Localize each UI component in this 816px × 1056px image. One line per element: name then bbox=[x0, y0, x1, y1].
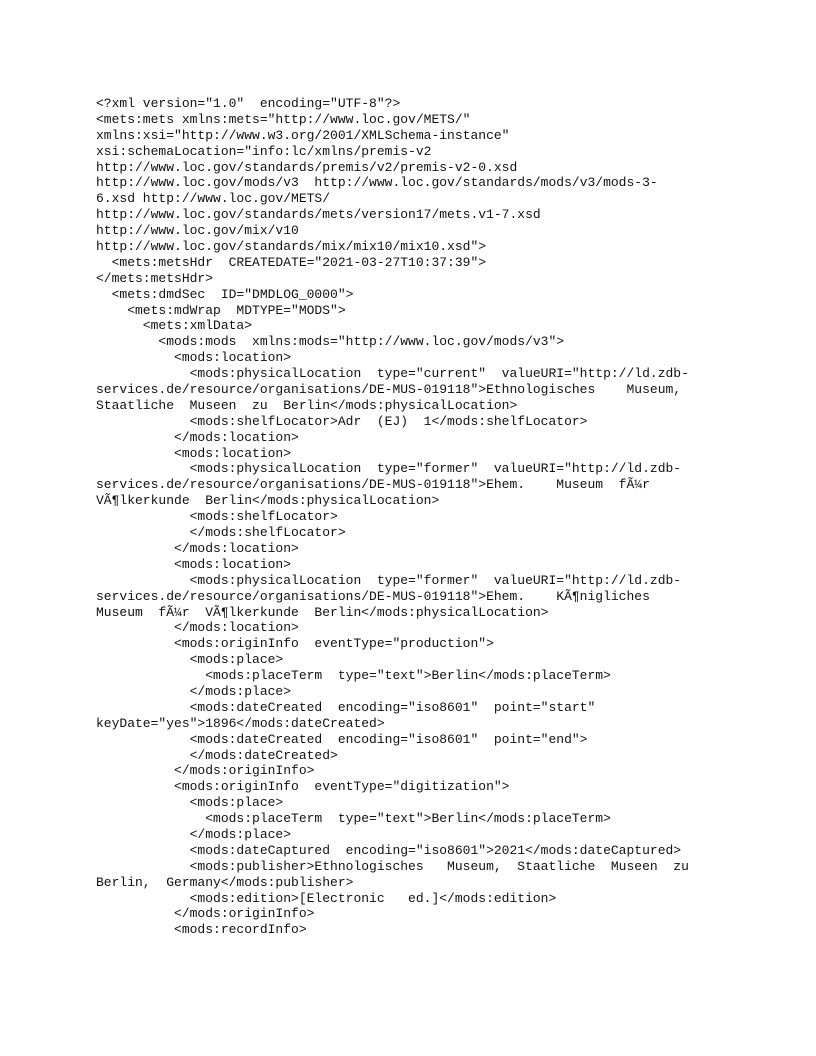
code-line: <mods:physicalLocation type="current" valueURI="http://ld.zdb- bbox=[96, 366, 689, 382]
code-line: </mods:place> bbox=[96, 826, 292, 842]
code-line: </mods:originInfo> bbox=[96, 906, 315, 922]
code-line: </mods:shelfLocator> bbox=[96, 525, 346, 541]
code-line: <mods:dateCreated encoding="iso8601" point="end"> bbox=[96, 731, 588, 747]
code-line: <mods:location> bbox=[96, 445, 292, 461]
code-line: <?xml version="1.0" encoding="UTF-8"?> bbox=[96, 96, 401, 111]
code-line: </mods:location> bbox=[96, 540, 299, 556]
code-line: http://www.loc.gov/mods/v3 http://www.loc.gov/standards/mods/v3/mods-3- bbox=[96, 175, 658, 191]
code-line: 6.xsd http://www.loc.gov/METS/ bbox=[96, 191, 331, 207]
code-line: xmlns:xsi="http://www.w3.org/2001/XMLSchema-instance" bbox=[96, 127, 510, 143]
code-line: Staatliche Museen zu Berlin</mods:physicalLocation> bbox=[96, 397, 518, 413]
code-line: <mods:dateCaptured encoding="iso8601">2021</mods:dateCaptured> bbox=[96, 842, 682, 858]
code-line: <mods:originInfo eventType="production"> bbox=[96, 636, 494, 652]
code-line: services.de/resource/organisations/DE-MUS-019118">Ehem. KÃ¶nigliches bbox=[96, 588, 650, 604]
code-line: </mets:metsHdr> bbox=[96, 270, 214, 286]
code-line: </mods:originInfo> bbox=[96, 763, 315, 779]
code-line: http://www.loc.gov/standards/premis/v2/premis-v2-0.xsd bbox=[96, 159, 518, 175]
code-line: <mets:xmlData> bbox=[96, 318, 253, 334]
code-line: Museum fÃ¼r VÃ¶lkerkunde Berlin</mods:physicalLocation> bbox=[96, 604, 549, 620]
code-line: <mods:originInfo eventType="digitization"> bbox=[96, 779, 510, 795]
code-line: <mods:place> bbox=[96, 795, 284, 811]
code-line: <mods:shelfLocator> bbox=[96, 509, 338, 525]
code-line: <mods:placeTerm type="text">Berlin</mods:placeTerm> bbox=[96, 668, 611, 684]
code-line: <mods:location> bbox=[96, 350, 292, 366]
code-line: http://www.loc.gov/standards/mix/mix10/mix10.xsd"> bbox=[96, 239, 487, 255]
xml-code-block bbox=[96, 96, 716, 938]
code-line: </mods:location> bbox=[96, 429, 299, 445]
code-line: </mods:location> bbox=[96, 620, 299, 636]
code-line: <mods:physicalLocation type="former" valueURI="http://ld.zdb- bbox=[96, 572, 682, 588]
code-line: <mods:physicalLocation type="former" valueURI="http://ld.zdb- bbox=[96, 461, 682, 477]
code-line: <mets:metsHdr CREATEDATE="2021-03-27T10:37:39"> bbox=[96, 254, 487, 270]
code-line: <mods:place> bbox=[96, 652, 284, 668]
code-line: </mods:place> bbox=[96, 683, 292, 699]
code-line: <mods:publisher>Ethnologisches Museum, Staatliche Museen zu bbox=[96, 858, 689, 874]
code-line: <mods:shelfLocator>Adr (EJ) 1</mods:shelfLocator> bbox=[96, 413, 588, 429]
code-line: <mods:location> bbox=[96, 556, 292, 572]
code-line: http://www.loc.gov/standards/mets/version17/mets.v1-7.xsd bbox=[96, 207, 541, 223]
code-line: <mets:mets xmlns:mets="http://www.loc.gov/METS/" bbox=[96, 111, 471, 127]
code-line: services.de/resource/organisations/DE-MUS-019118">Ehem. Museum fÃ¼r bbox=[96, 477, 650, 493]
code-line: Berlin, Germany</mods:publisher> bbox=[96, 874, 354, 890]
code-line: <mods:mods xmlns:mods="http://www.loc.gov/mods/v3"> bbox=[96, 334, 565, 350]
code-line: <mods:dateCreated encoding="iso8601" point="start" bbox=[96, 699, 596, 715]
code-line: <mods:edition>[Electronic ed.]</mods:edition> bbox=[96, 890, 557, 906]
code-line: xsi:schemaLocation="info:lc/xmlns/premis-v2 bbox=[96, 143, 432, 159]
code-line: <mets:mdWrap MDTYPE="MODS"> bbox=[96, 302, 346, 318]
code-line: <mods:recordInfo> bbox=[96, 922, 307, 938]
code-line: keyDate="yes">1896</mods:dateCreated> bbox=[96, 715, 385, 731]
code-line: <mets:dmdSec ID="DMDLOG_0000"> bbox=[96, 286, 354, 302]
code-line: </mods:dateCreated> bbox=[96, 747, 338, 763]
code-line: VÃ¶lkerkunde Berlin</mods:physicalLocation> bbox=[96, 493, 440, 509]
code-line: <mods:placeTerm type="text">Berlin</mods:placeTerm> bbox=[96, 811, 611, 827]
code-line: services.de/resource/organisations/DE-MUS-019118">Ethnologisches Museum, bbox=[96, 382, 682, 398]
code-line: http://www.loc.gov/mix/v10 bbox=[96, 223, 299, 239]
